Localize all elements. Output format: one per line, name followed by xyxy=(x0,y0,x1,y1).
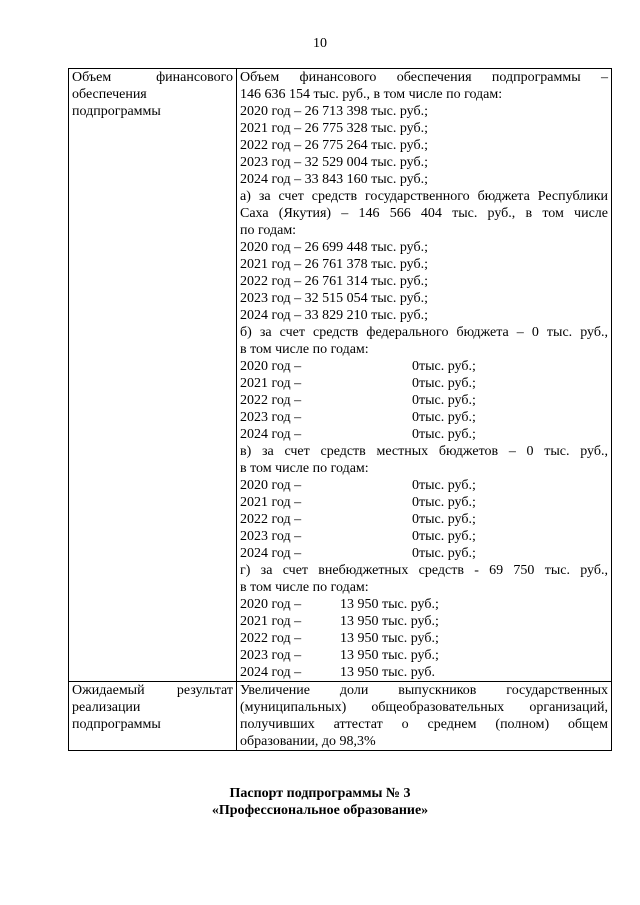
year-line: 2022 год – 26 775 264 тыс. руб.; xyxy=(240,138,428,153)
text-line: по годам: xyxy=(240,223,297,238)
text-line: в том числе по годам: xyxy=(240,342,369,357)
year-label: 2020 год – xyxy=(240,597,302,612)
year-label: 2020 год – xyxy=(240,359,302,374)
year-line xyxy=(240,358,608,375)
text-line: Объем финансового обеспечения подпрограммы – xyxy=(240,70,608,85)
year-label: 2024 год – xyxy=(240,665,302,680)
year-value: 0 xyxy=(412,410,419,425)
label-line: подпрограммы xyxy=(72,717,161,732)
year-unit: тыс. руб.; xyxy=(419,359,476,374)
year-unit: тыс. руб.; xyxy=(419,427,476,442)
year-line: 2023 год – 32 529 004 тыс. руб.; xyxy=(240,155,428,170)
year-line xyxy=(240,511,608,528)
year-line xyxy=(240,613,608,630)
text-line: б) за счет средств федерального бюджета – 0 тыс. руб., xyxy=(240,325,608,340)
text-line: в том числе по годам: xyxy=(240,580,369,595)
year-unit: тыс. руб.; xyxy=(419,478,476,493)
year-label: 2023 год – xyxy=(240,410,302,425)
expected-result-value-cell xyxy=(237,682,612,751)
year-value: 0 xyxy=(412,359,419,374)
year-label: 2021 год – xyxy=(240,495,302,510)
year-value: 0 xyxy=(412,529,419,544)
text-line: (муниципальных) общеобразовательных организаций, xyxy=(240,700,608,715)
year-unit: тыс. руб.; xyxy=(419,393,476,408)
year-label: 2024 год – xyxy=(240,427,302,442)
label-line: подпрограммы xyxy=(72,104,161,119)
year-line xyxy=(240,545,608,562)
year-line: 2021 год – 26 775 328 тыс. руб.; xyxy=(240,121,428,136)
year-unit: тыс. руб.; xyxy=(419,512,476,527)
year-unit: тыс. руб.; xyxy=(419,529,476,544)
year-unit: тыс. руб.; xyxy=(419,546,476,561)
label-line: Объем финансового xyxy=(72,70,233,85)
year-label: 2023 год – xyxy=(240,648,302,663)
year-value: 0 xyxy=(412,427,419,442)
year-line xyxy=(240,375,608,392)
label-line: обеспечения xyxy=(72,87,147,102)
label-line: реализации xyxy=(72,700,141,715)
year-value: 0 xyxy=(412,393,419,408)
page-number: 10 xyxy=(313,36,327,51)
year-value: 0 xyxy=(412,546,419,561)
year-line xyxy=(240,596,608,613)
year-value: 13 950 тыс. руб.; xyxy=(340,597,439,612)
year-value: 13 950 тыс. руб.; xyxy=(340,614,439,629)
text-line: Увеличение доли выпускников государственных xyxy=(240,683,608,698)
text-line: в) за счет средств местных бюджетов – 0 тыс. руб., xyxy=(240,444,608,459)
expected-result-label-cell xyxy=(69,682,237,751)
year-unit: тыс. руб.; xyxy=(419,376,476,391)
year-value: 0 xyxy=(412,376,419,391)
text-line: получивших аттестат о среднем (полном) общем xyxy=(240,717,608,732)
year-line xyxy=(240,528,608,545)
text-line: а) за счет средств государственного бюджета Республики xyxy=(240,189,608,204)
year-line: 2020 год – 26 713 398 тыс. руб.; xyxy=(240,104,428,119)
year-label: 2021 год – xyxy=(240,376,302,391)
year-line xyxy=(240,477,608,494)
year-line xyxy=(240,664,608,681)
year-label: 2022 год – xyxy=(240,393,302,408)
year-value: 13 950 тыс. руб.; xyxy=(340,648,439,663)
year-value: 13 950 тыс. руб.; xyxy=(340,631,439,646)
subprogram-title-line: «Профессиональное образование» xyxy=(211,803,429,818)
year-label: 2024 год – xyxy=(240,546,302,561)
year-value: 0 xyxy=(412,478,419,493)
year-line: 2024 год – 33 829 210 тыс. руб.; xyxy=(240,308,428,323)
text-line: г) за счет внебюджетных средств - 69 750 тыс. руб., xyxy=(240,563,608,578)
year-line xyxy=(240,647,608,664)
year-label: 2020 год – xyxy=(240,478,302,493)
year-label: 2022 год – xyxy=(240,631,302,646)
table-row xyxy=(69,682,612,751)
text-line: 146 636 154 тыс. руб., в том числе по годам: xyxy=(240,87,503,102)
year-value: 13 950 тыс. руб. xyxy=(340,665,435,680)
year-unit: тыс. руб.; xyxy=(419,495,476,510)
table-row xyxy=(69,69,612,682)
year-line xyxy=(240,630,608,647)
text-line: в том числе по годам: xyxy=(240,461,369,476)
year-line xyxy=(240,494,608,511)
year-label: 2023 год – xyxy=(240,529,302,544)
label-line: Ожидаемый результат xyxy=(72,683,233,698)
text-line: Саха (Якутия) – 146 566 404 тыс. руб., в том числе xyxy=(240,206,608,221)
year-line xyxy=(240,409,608,426)
year-line xyxy=(240,392,608,409)
year-line: 2021 год – 26 761 378 тыс. руб.; xyxy=(240,257,428,272)
year-line: 2024 год – 33 843 160 тыс. руб.; xyxy=(240,172,428,187)
financing-value-cell xyxy=(237,69,612,682)
year-line: 2022 год – 26 761 314 тыс. руб.; xyxy=(240,274,428,289)
year-value: 0 xyxy=(412,495,419,510)
year-line: 2023 год – 32 515 054 тыс. руб.; xyxy=(240,291,428,306)
subprogram-title-line: Паспорт подпрограммы № 3 xyxy=(229,786,411,801)
year-label: 2021 год – xyxy=(240,614,302,629)
subprogram-title xyxy=(0,785,640,819)
year-line: 2020 год – 26 699 448 тыс. руб.; xyxy=(240,240,428,255)
financing-label-cell xyxy=(69,69,237,682)
year-label: 2022 год – xyxy=(240,512,302,527)
subprogram-passport-table xyxy=(68,68,612,751)
year-line xyxy=(240,426,608,443)
year-unit: тыс. руб.; xyxy=(419,410,476,425)
year-value: 0 xyxy=(412,512,419,527)
text-line: образовании, до 98,3% xyxy=(240,734,376,749)
